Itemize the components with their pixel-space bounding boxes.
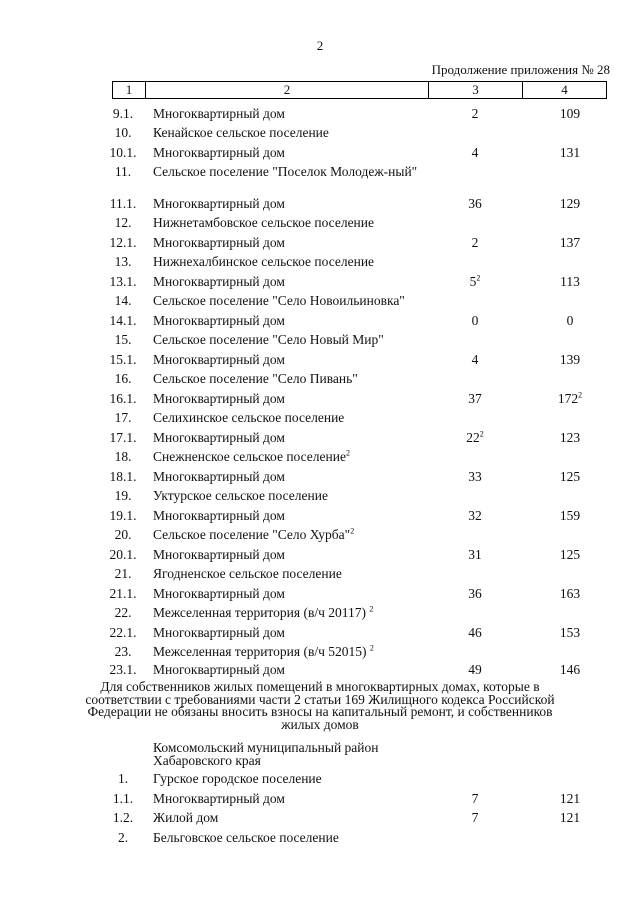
table-row	[100, 292, 620, 310]
table-row	[100, 370, 620, 388]
row-number: 9.1.	[112, 106, 134, 121]
row-value-4: 109	[559, 106, 581, 121]
footnote-mark: 2	[578, 390, 583, 400]
row-value-3: 36	[468, 586, 482, 601]
row-name: Кенайское сельское поселение	[153, 125, 329, 140]
row-value-3: 7	[471, 810, 479, 825]
table-row	[100, 234, 620, 252]
row-number: 16.1.	[109, 391, 137, 406]
row-name: Многоквартирный дом	[153, 352, 285, 367]
table-row	[100, 546, 620, 564]
table-row	[100, 331, 620, 349]
table-row	[100, 144, 620, 162]
row-value-4: 0	[566, 313, 574, 328]
row-number: 12.1.	[109, 235, 137, 250]
row-value-4: 129	[559, 196, 581, 211]
row-name: Многоквартирный дом	[153, 469, 285, 484]
row-number: 10.1.	[109, 145, 137, 160]
table-row	[100, 312, 620, 330]
table-row	[100, 624, 620, 642]
row-value-4: $172^2$	[557, 390, 583, 406]
row-number: 11.1.	[109, 196, 137, 211]
row-number: 1.	[117, 771, 129, 786]
row-name: Нижнехалбинское сельское поселение	[153, 254, 375, 269]
row-name: Многоквартирный дом	[153, 430, 285, 445]
table-row	[100, 604, 620, 622]
row-value-4: 121	[559, 791, 581, 806]
row-name: Многоквартирный дом	[153, 106, 285, 121]
row-value-3: 2	[471, 106, 479, 121]
row-name: Многоквартирный дом	[153, 145, 285, 160]
row-name: Сельское поселение "Село Новоильиновка"	[153, 293, 405, 308]
row-name: Межселенная территория (в/ч 20117) $^2$	[153, 604, 374, 620]
row-value-3: $5^2$	[469, 273, 481, 289]
row-name: Ягодненское сельское поселение	[153, 566, 342, 581]
table-row	[100, 585, 620, 603]
row-number: 23.	[114, 644, 132, 659]
row-name: Уктурское сельское поселение	[153, 488, 328, 503]
table-header	[112, 81, 607, 99]
row-name: Сельское поселение "Поселок Молодеж-ный"	[153, 164, 418, 179]
row-number: 17.	[114, 410, 132, 425]
row-number: 18.	[114, 449, 132, 464]
table-row	[100, 195, 620, 213]
row-name: Многоквартирный дом	[153, 586, 285, 601]
table-row	[100, 448, 620, 466]
row-number: 22.1.	[109, 625, 137, 640]
row-value-3: 36	[468, 196, 482, 211]
row-name: Бельговское сельское поселение	[153, 830, 339, 845]
row-name: Многоквартирный дом	[153, 508, 285, 523]
row-number: 17.1.	[109, 430, 137, 445]
row-value-3: 31	[468, 547, 482, 562]
table-row	[100, 468, 620, 486]
footnote-mark: 2	[345, 448, 350, 458]
row-name: Многоквартирный дом	[153, 313, 285, 328]
row-number: 20.	[114, 527, 132, 542]
row-number: 14.1.	[109, 313, 137, 328]
row-name: Многоквартирный дом	[153, 547, 285, 562]
table-row	[100, 253, 620, 271]
row-value-3: 4	[471, 352, 479, 367]
row-value-3: $22^2$	[466, 429, 484, 445]
row-number: 19.	[114, 488, 132, 503]
row-number: 10.	[114, 125, 132, 140]
row-number: 21.1.	[109, 586, 137, 601]
table-row	[100, 790, 620, 808]
table-row	[100, 661, 620, 679]
row-value-4: 137	[559, 235, 581, 250]
row-value-3: 46	[468, 625, 482, 640]
row-number: 18.1.	[109, 469, 137, 484]
row-value-3: 37	[468, 391, 482, 406]
row-value-4: 163	[559, 586, 581, 601]
header-col-1: 1	[113, 82, 146, 98]
row-name: Многоквартирный дом	[153, 235, 285, 250]
table-row	[100, 429, 620, 447]
row-number: 16.	[114, 371, 132, 386]
row-name: Жилой дом	[153, 810, 219, 825]
district-title: Комсомольский муниципальный район Хабаровского края	[153, 740, 379, 768]
row-value-4: 159	[559, 508, 581, 523]
row-number: 20.1.	[109, 547, 137, 562]
row-name: Селихинское сельское поселение	[153, 410, 345, 425]
table-row	[100, 643, 620, 661]
row-value-4: 131	[559, 145, 581, 160]
row-value-3: 49	[468, 662, 482, 677]
row-number: 14.	[114, 293, 132, 308]
row-name: Многоквартирный дом	[153, 196, 285, 211]
header-col-4: 4	[561, 82, 568, 97]
table-row	[100, 390, 620, 408]
table-row	[100, 351, 620, 369]
row-number: 12.	[114, 215, 132, 230]
row-number: 1.2.	[112, 810, 134, 825]
footnote-mark: 2	[369, 643, 374, 653]
table-row	[100, 124, 620, 142]
row-value-4: 125	[559, 547, 581, 562]
footnote-mark: 2	[369, 604, 374, 614]
row-name: Снежненское сельское поселение$^2$	[153, 448, 350, 464]
footnote-mark: 2	[476, 273, 481, 283]
row-name: Многоквартирный дом	[153, 791, 285, 806]
table-row	[100, 565, 620, 583]
table-row	[100, 409, 620, 427]
row-value-3: 32	[468, 508, 482, 523]
row-value-3: 33	[468, 469, 482, 484]
row-number: 13.	[114, 254, 132, 269]
row-name: Гурское городское поселение	[153, 771, 322, 786]
row-value-4: 123	[559, 430, 581, 445]
row-number: 11.	[114, 164, 132, 179]
row-value-3: 0	[471, 313, 479, 328]
page-number: 2	[316, 38, 324, 53]
row-name: Межселенная территория (в/ч 52015) $^2$	[153, 643, 374, 659]
row-value-4: 125	[559, 469, 581, 484]
row-name: Сельское поселение "Село Пивань"	[153, 371, 358, 386]
footnote-mark: 2	[350, 526, 355, 536]
table-row	[100, 105, 620, 123]
row-value-3: 7	[471, 791, 479, 806]
row-number: 2.	[117, 830, 129, 845]
footnote-mark: 2	[479, 429, 484, 439]
table-row	[100, 526, 620, 544]
table-row	[100, 487, 620, 505]
table-row	[100, 507, 620, 525]
row-number: 13.1.	[109, 274, 137, 289]
row-name: Многоквартирный дом	[153, 391, 285, 406]
row-value-3: 4	[471, 145, 479, 160]
table-row	[100, 214, 620, 232]
row-number: 22.	[114, 605, 132, 620]
section-paragraph: Для собственников жилых помещений в многоквартирных домах, которые в соответствии с требованиями части 2 статьи 169 Жилищного кодекса Российской Федерации не обязаны вносить взносы на капитальный ремонт, и собственников жилых домов	[85, 679, 555, 732]
row-name: Многоквартирный дом	[153, 662, 285, 677]
row-value-4: 139	[559, 352, 581, 367]
header-col-2: 2	[146, 82, 429, 98]
continuation-label: Продолжение приложения № 28	[431, 62, 610, 77]
table-row	[100, 273, 620, 291]
table-row	[100, 770, 620, 788]
row-value-4: 113	[560, 274, 580, 289]
row-number: 21.	[114, 566, 132, 581]
row-number: 19.1.	[109, 508, 137, 523]
row-number: 15.1.	[109, 352, 137, 367]
row-value-4: 121	[559, 810, 581, 825]
row-number: 1.1.	[112, 791, 134, 806]
row-name: Сельское поселение "Село Хурба"$^2$	[153, 526, 355, 542]
table-row	[100, 829, 620, 847]
row-value-4: 153	[559, 625, 581, 640]
row-value-4: 146	[559, 662, 581, 677]
table-row	[100, 163, 620, 181]
table-row	[100, 809, 620, 827]
row-name: Сельское поселение "Село Новый Мир"	[153, 332, 384, 347]
row-name: Многоквартирный дом	[153, 625, 285, 640]
row-number: 23.1.	[109, 662, 137, 677]
row-name: Многоквартирный дом	[153, 274, 285, 289]
row-number: 15.	[114, 332, 132, 347]
header-col-3: 3	[429, 82, 523, 98]
row-name: Нижнетамбовское сельское поселение	[153, 215, 374, 230]
row-value-3: 2	[471, 235, 479, 250]
